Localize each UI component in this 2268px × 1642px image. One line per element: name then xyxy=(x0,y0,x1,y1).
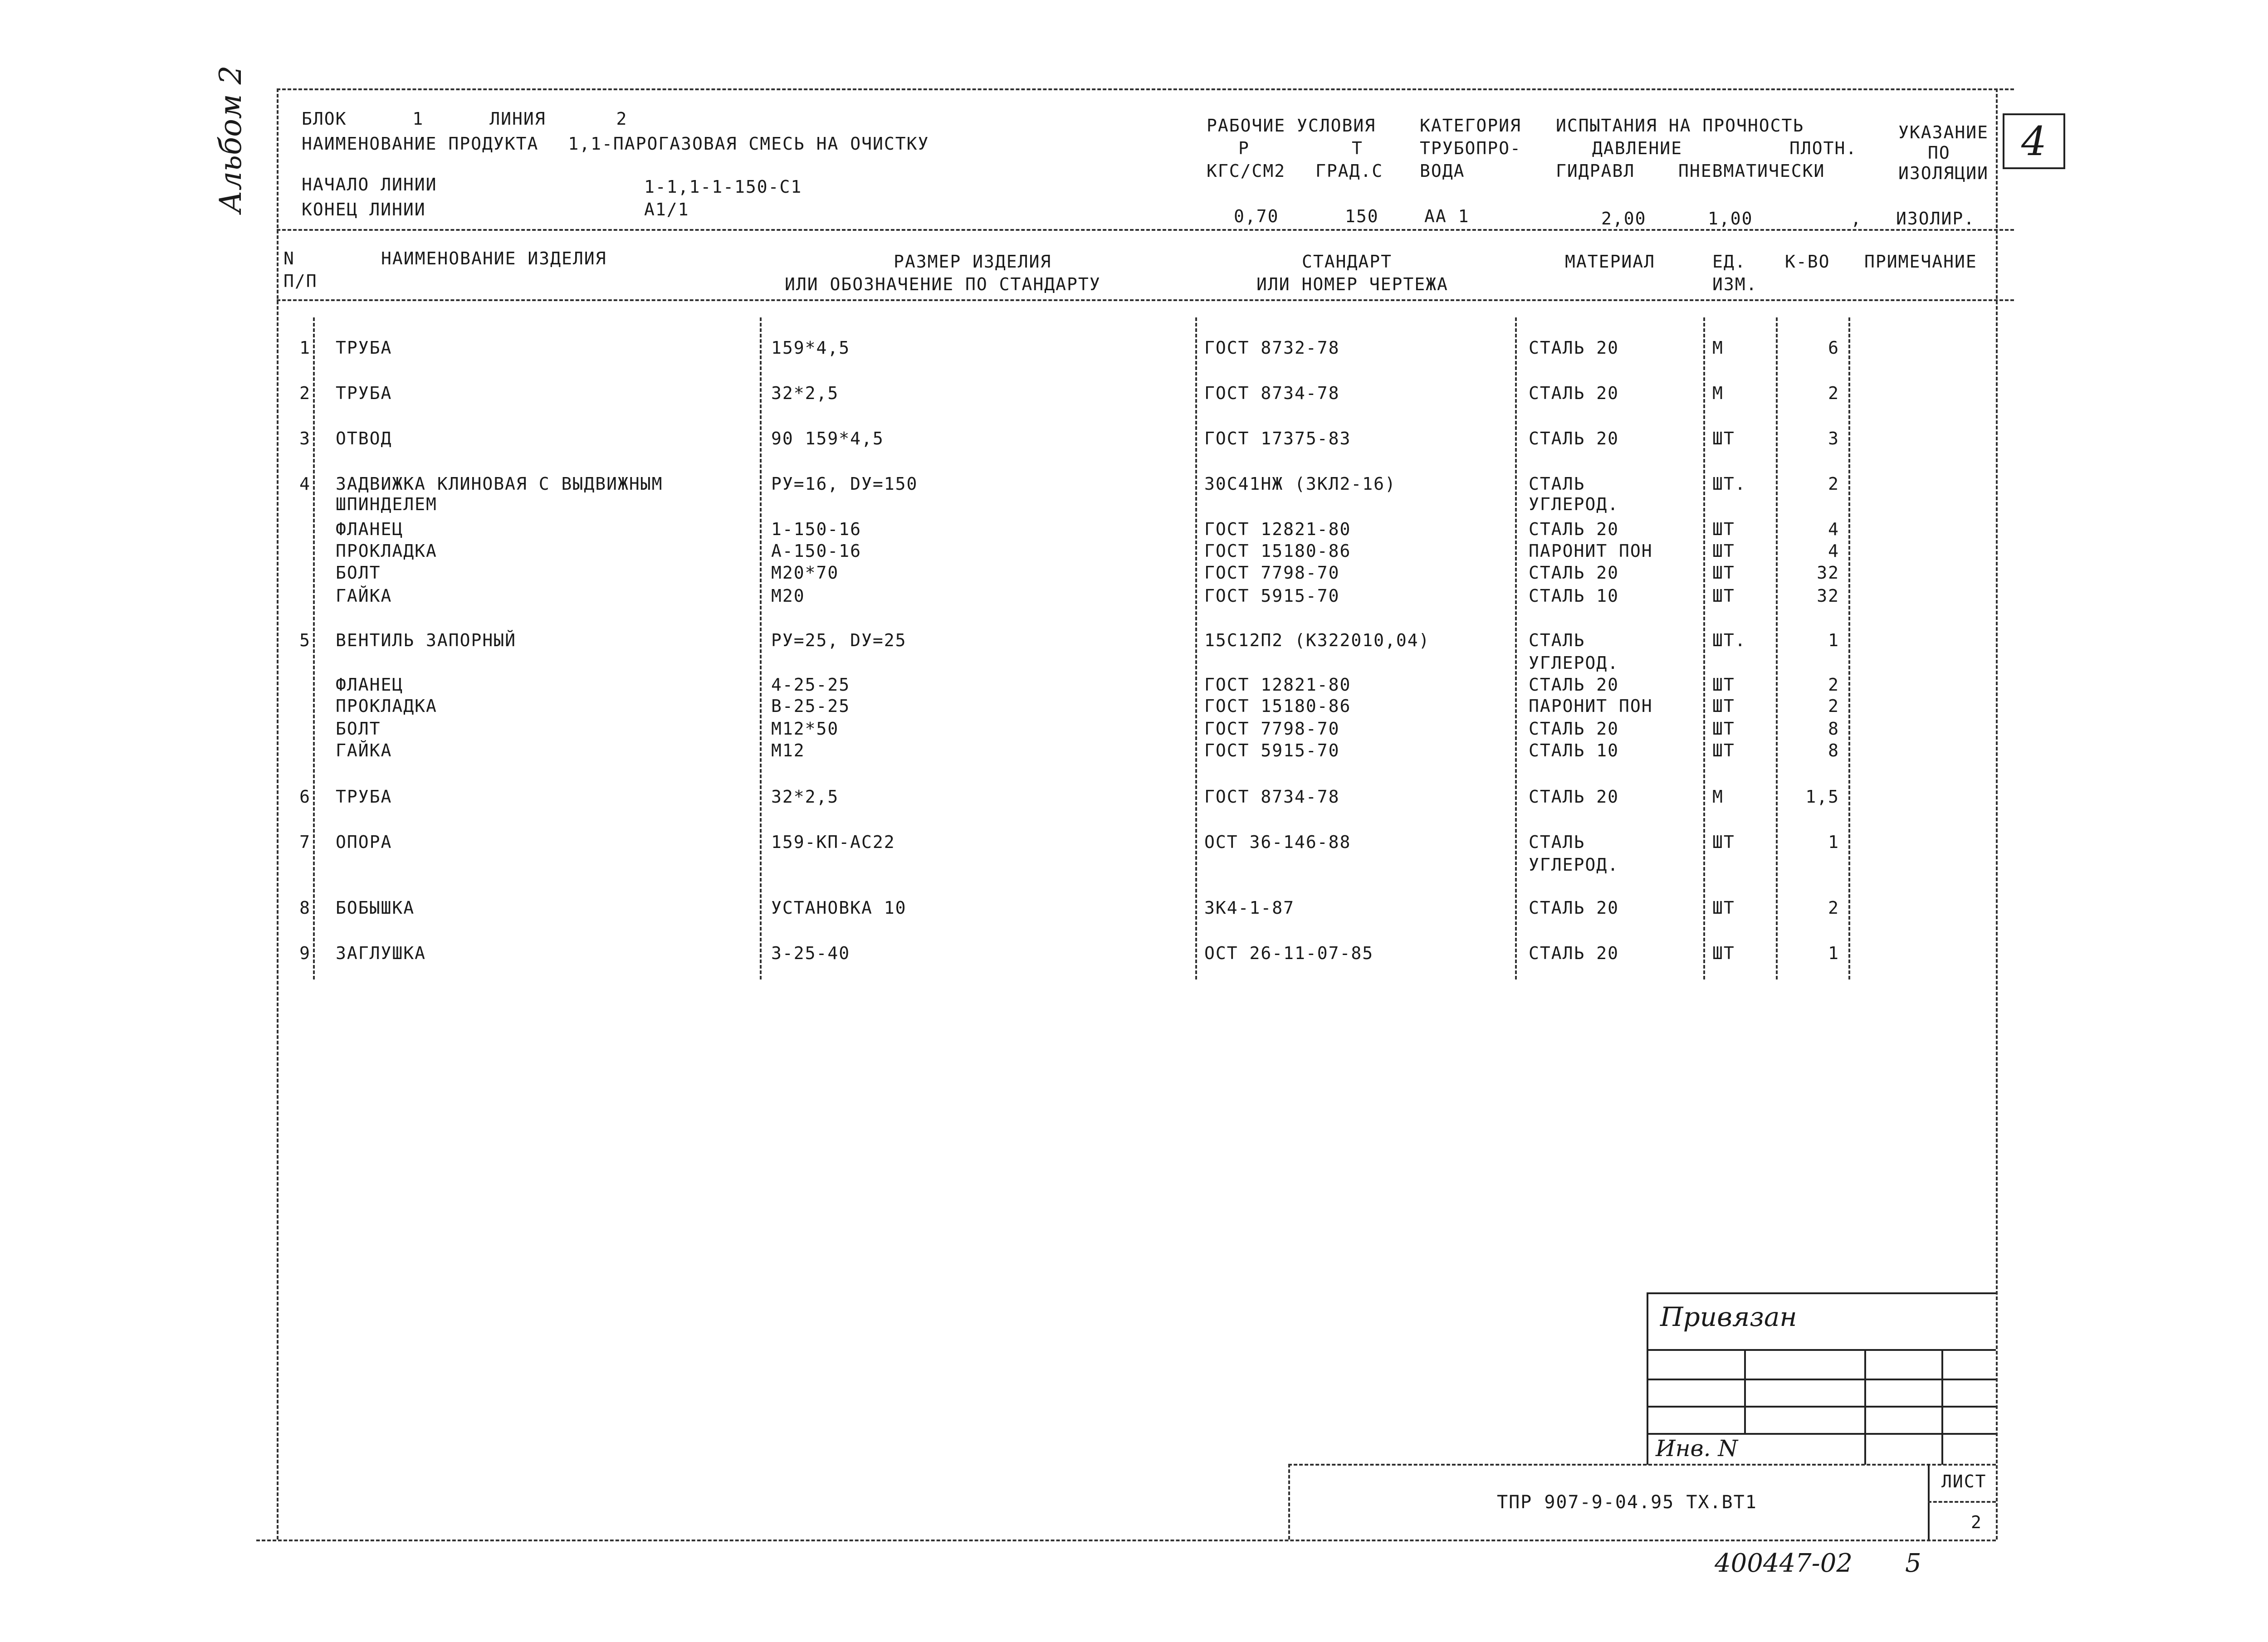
row-4-name: ЗАДВИЖКА КЛИНОВАЯ С ВЫДВИЖНЫМ xyxy=(336,474,663,494)
row-5-size: РУ=25, DУ=25 xyxy=(771,630,907,650)
row-9-size: 3-25-40 xyxy=(771,943,850,963)
pressure-symbol: Р xyxy=(1238,138,1250,158)
row-3-qty: 3 xyxy=(1828,429,1839,448)
row-5c-material: СТАЛЬ 20 xyxy=(1529,675,1619,695)
row-6-material: СТАЛЬ 20 xyxy=(1529,787,1619,807)
row-4d-unit: ШТ xyxy=(1712,541,1735,561)
row-4-material: СТАЛЬ xyxy=(1529,474,1585,494)
row-6-unit: М xyxy=(1712,787,1724,807)
row-4-num: 4 xyxy=(299,474,311,494)
row-8-num: 8 xyxy=(299,898,311,918)
frame-top-line xyxy=(277,88,2014,90)
row-5f-unit: ШТ xyxy=(1712,741,1735,760)
row-1-standard: ГОСТ 8732-78 xyxy=(1204,338,1340,358)
sheet-number-box xyxy=(2003,113,2065,169)
row-4b-name: ШПИНДЕЛЕМ xyxy=(336,494,437,514)
row-4-unit: ШТ. xyxy=(1712,474,1746,494)
temp-symbol: Т xyxy=(1352,138,1363,158)
row-5d-standard: ГОСТ 15180-86 xyxy=(1204,696,1351,716)
row-6-qty: 1,5 xyxy=(1805,787,1839,807)
row-5d-name: ПРОКЛАДКА xyxy=(336,696,437,716)
row-5-unit: ШТ. xyxy=(1712,630,1746,650)
row-4d-qty: 4 xyxy=(1828,541,1839,561)
temp-value: 150 xyxy=(1345,206,1379,226)
block-label: БЛОК xyxy=(302,109,347,129)
row-4f-standard: ГОСТ 5915-70 xyxy=(1204,586,1340,606)
pressure-unit: КГС/СМ2 xyxy=(1207,161,1286,181)
row-4c-qty: 4 xyxy=(1828,519,1839,539)
row-4f-size: М20 xyxy=(771,586,805,606)
col-unit-2: ИЗМ. xyxy=(1712,274,1758,294)
row-6-num: 6 xyxy=(299,787,311,807)
insulation-title: УКАЗАНИЕ xyxy=(1898,122,1989,142)
page-number: 5 xyxy=(1905,1549,1921,1578)
col-sep-size xyxy=(1195,317,1197,979)
line-end-label: КОНЕЦ ЛИНИИ xyxy=(302,200,426,219)
row-5f-name: ГАЙКА xyxy=(336,741,392,760)
row-4e-name: БОЛТ xyxy=(336,563,381,583)
row-5c-standard: ГОСТ 12821-80 xyxy=(1204,675,1351,695)
row-4c-material: СТАЛЬ 20 xyxy=(1529,519,1619,539)
insulation-line2: ПО xyxy=(1928,143,1950,163)
header-line-start xyxy=(302,175,437,195)
row-5c-qty: 2 xyxy=(1828,675,1839,695)
col-sep-material xyxy=(1703,317,1705,979)
row-5-standard: 15С12П2 (К322010,04) xyxy=(1204,630,1430,650)
row-8-material: СТАЛЬ 20 xyxy=(1529,898,1619,918)
row-2-standard: ГОСТ 8734-78 xyxy=(1204,383,1340,403)
row-7-num: 7 xyxy=(299,832,311,852)
row-5e-qty: 8 xyxy=(1828,719,1839,739)
col-sep-unit xyxy=(1776,317,1778,979)
row-3-size: 90 159*4,5 xyxy=(771,429,884,448)
row-4c-standard: ГОСТ 12821-80 xyxy=(1204,519,1351,539)
col-standard-2: ИЛИ НОМЕР ЧЕРТЕЖА xyxy=(1256,274,1448,294)
row-6-size: 32*2,5 xyxy=(771,787,839,807)
row-4-size: РУ=16, DУ=150 xyxy=(771,474,918,494)
row-7-unit: ШТ xyxy=(1712,832,1735,852)
tests-pneumatic: ПНЕВМАТИЧЕСКИ xyxy=(1678,161,1825,181)
col-sep-standard xyxy=(1515,317,1517,979)
tests-pressure: ДАВЛЕНИЕ xyxy=(1592,138,1683,158)
row-5c-unit: ШТ xyxy=(1712,675,1735,695)
row-3-material: СТАЛЬ 20 xyxy=(1529,429,1619,448)
density-value: , xyxy=(1851,209,1862,229)
frame-right-line xyxy=(1996,88,1998,1540)
album-label: Альбом 2 xyxy=(213,65,248,213)
row-3-unit: ШТ xyxy=(1712,429,1735,448)
col-sep-name xyxy=(760,317,762,979)
row-1-material: СТАЛЬ 20 xyxy=(1529,338,1619,358)
insulation-value: ИЗОЛИР. xyxy=(1896,209,1975,229)
row-5e-standard: ГОСТ 7798-70 xyxy=(1204,719,1340,739)
row-3-standard: ГОСТ 17375-83 xyxy=(1204,429,1351,448)
col-qty: К-ВО xyxy=(1785,252,1830,272)
row-9-qty: 1 xyxy=(1828,943,1839,963)
tests-density: ПЛОТН. xyxy=(1789,138,1857,158)
col-size-2: ИЛИ ОБОЗНАЧЕНИЕ ПО СТАНДАРТУ xyxy=(785,274,1101,294)
row-4c-unit: ШТ xyxy=(1712,519,1735,539)
frame-bottom-line xyxy=(256,1540,1996,1541)
row-8-unit: ШТ xyxy=(1712,898,1735,918)
tests-title: ИСПЫТАНИЯ НА ПРОЧНОСТЬ xyxy=(1556,116,1804,136)
row-4f-name: ГАЙКА xyxy=(336,586,392,606)
row-5f-material: СТАЛЬ 10 xyxy=(1529,741,1619,760)
row-3-name: ОТВОД xyxy=(336,429,392,448)
line-start-label: НАЧАЛО ЛИНИИ xyxy=(302,175,437,195)
row-4d-standard: ГОСТ 15180-86 xyxy=(1204,541,1351,561)
frame-left-line xyxy=(277,88,279,1540)
row-4e-standard: ГОСТ 7798-70 xyxy=(1204,563,1340,583)
category-value: АА 1 xyxy=(1424,206,1470,226)
col-sep-num xyxy=(313,317,315,979)
row-3-num: 3 xyxy=(299,429,311,448)
row-1-name: ТРУБА xyxy=(336,338,392,358)
archive-number: 400447-02 xyxy=(1715,1549,1853,1578)
row-1-qty: 6 xyxy=(1828,338,1839,358)
row-5c-name: ФЛАНЕЦ xyxy=(336,675,404,695)
row-2-material: СТАЛЬ 20 xyxy=(1529,383,1619,403)
row-4e-qty: 32 xyxy=(1817,563,1839,583)
sheet-label: ЛИСТ xyxy=(1941,1471,1987,1491)
category-title: КАТЕГОРИЯ xyxy=(1420,116,1521,136)
row-5f-size: М12 xyxy=(771,741,805,760)
header-product xyxy=(302,134,929,154)
row-4f-unit: ШТ xyxy=(1712,586,1735,606)
row-4e-material: СТАЛЬ 20 xyxy=(1529,563,1619,583)
row-5e-name: БОЛТ xyxy=(336,719,381,739)
doc-code: ТПР 907-9-04.95 ТХ.ВТ1 xyxy=(1497,1492,1757,1513)
privyazan-label: Привязан xyxy=(1660,1301,1797,1332)
row-9-num: 9 xyxy=(299,943,311,963)
col-num-2: П/П xyxy=(284,271,318,291)
row-2-name: ТРУБА xyxy=(336,383,392,403)
col-note: ПРИМЕЧАНИЕ xyxy=(1864,252,1977,272)
line-start-value: 1-1,1-1-150-С1 xyxy=(644,177,802,197)
row-2-num: 2 xyxy=(299,383,311,403)
col-size-1: РАЗМЕР ИЗДЕЛИЯ xyxy=(894,252,1052,272)
row-4e-unit: ШТ xyxy=(1712,563,1735,583)
temp-unit: ГРАД.С xyxy=(1315,161,1383,181)
col-material: МАТЕРИАЛ xyxy=(1565,252,1656,272)
pneumatic-value: 1,00 xyxy=(1708,209,1753,229)
row-7-size: 159-КП-АС22 xyxy=(771,832,895,852)
line-value: 2 xyxy=(616,109,628,129)
col-name: НАИМЕНОВАНИЕ ИЗДЕЛИЯ xyxy=(381,248,607,268)
insulation-line3: ИЗОЛЯЦИИ xyxy=(1898,163,1989,183)
row-8-name: БОБЫШКА xyxy=(336,898,415,918)
product-value: 1,1-ПАРОГАЗОВАЯ СМЕСЬ НА ОЧИСТКУ xyxy=(568,134,929,154)
inv-label: Инв. N xyxy=(1656,1435,1738,1462)
row-4-qty: 2 xyxy=(1828,474,1839,494)
row-5-qty: 1 xyxy=(1828,630,1839,650)
row-9-unit: ШТ xyxy=(1712,943,1735,963)
sheet-value: 2 xyxy=(1971,1512,1982,1532)
header-block xyxy=(302,109,627,129)
row-9-standard: ОСТ 26-11-07-85 xyxy=(1204,943,1374,963)
col-num-1: N xyxy=(284,248,295,268)
row-5f-standard: ГОСТ 5915-70 xyxy=(1204,741,1340,760)
row-5d-material: ПАРОНИТ ПОН xyxy=(1529,696,1653,716)
conditions-title: РАБОЧИЕ УСЛОВИЯ xyxy=(1207,116,1376,136)
row-5-name: ВЕНТИЛЬ ЗАПОРНЫЙ xyxy=(336,630,517,650)
row-7-standard: ОСТ 36-146-88 xyxy=(1204,832,1351,852)
row-2-qty: 2 xyxy=(1828,383,1839,403)
col-standard-1: СТАНДАРТ xyxy=(1302,252,1393,272)
row-5c-size: 4-25-25 xyxy=(771,675,850,695)
row-6-standard: ГОСТ 8734-78 xyxy=(1204,787,1340,807)
row-2-size: 32*2,5 xyxy=(771,383,839,403)
hydraulic-value: 2,00 xyxy=(1601,209,1647,229)
row-5d-qty: 2 xyxy=(1828,696,1839,716)
row-4-standard: 30С41НЖ (ЗКЛ2-16) xyxy=(1204,474,1396,494)
sheet-number: 4 xyxy=(2021,118,2047,165)
row-5-material: СТАЛЬ xyxy=(1529,630,1585,650)
row-5f-qty: 8 xyxy=(1828,741,1839,760)
category-line3: ВОДА xyxy=(1420,161,1465,181)
product-label: НАИМЕНОВАНИЕ ПРОДУКТА xyxy=(302,134,539,154)
row-7b-material: УГЛЕРОД. xyxy=(1529,855,1619,875)
row-5e-unit: ШТ xyxy=(1712,719,1735,739)
row-8-qty: 2 xyxy=(1828,898,1839,918)
row-7-qty: 1 xyxy=(1828,832,1839,852)
row-9-name: ЗАГЛУШКА xyxy=(336,943,426,963)
row-5b-material: УГЛЕРОД. xyxy=(1529,653,1619,673)
row-8-standard: ЗК4-1-87 xyxy=(1204,898,1295,918)
row-6-name: ТРУБА xyxy=(336,787,392,807)
category-line2: ТРУБОПРО- xyxy=(1420,138,1521,158)
block-value: 1 xyxy=(412,109,424,129)
column-header-line xyxy=(277,299,2014,301)
row-4b-material: УГЛЕРОД. xyxy=(1529,494,1619,514)
row-1-unit: М xyxy=(1712,338,1724,358)
row-4d-material: ПАРОНИТ ПОН xyxy=(1529,541,1653,561)
row-4c-name: ФЛАНЕЦ xyxy=(336,519,404,539)
pressure-value: 0,70 xyxy=(1234,206,1279,226)
row-4c-size: 1-150-16 xyxy=(771,519,862,539)
row-5e-size: М12*50 xyxy=(771,719,839,739)
row-1-size: 159*4,5 xyxy=(771,338,850,358)
line-end-value: А1/1 xyxy=(644,200,689,219)
row-5d-size: В-25-25 xyxy=(771,696,850,716)
row-4e-size: М20*70 xyxy=(771,563,839,583)
row-5-num: 5 xyxy=(299,630,311,650)
row-5e-material: СТАЛЬ 20 xyxy=(1529,719,1619,739)
row-4f-qty: 32 xyxy=(1817,586,1839,606)
row-8-size: УСТАНОВКА 10 xyxy=(771,898,907,918)
row-7-material: СТАЛЬ xyxy=(1529,832,1585,852)
header-divider-line xyxy=(277,229,2014,231)
row-5d-unit: ШТ xyxy=(1712,696,1735,716)
tests-hydraulic: ГИДРАВЛ xyxy=(1556,161,1635,181)
line-label: ЛИНИЯ xyxy=(489,109,546,129)
row-9-material: СТАЛЬ 20 xyxy=(1529,943,1619,963)
col-sep-qty xyxy=(1848,317,1850,979)
row-7-name: ОПОРА xyxy=(336,832,392,852)
row-2-unit: М xyxy=(1712,383,1724,403)
col-unit-1: ЕД. xyxy=(1712,252,1746,272)
row-4f-material: СТАЛЬ 10 xyxy=(1529,586,1619,606)
row-4d-name: ПРОКЛАДКА xyxy=(336,541,437,561)
row-4d-size: А-150-16 xyxy=(771,541,862,561)
row-1-num: 1 xyxy=(299,338,311,358)
